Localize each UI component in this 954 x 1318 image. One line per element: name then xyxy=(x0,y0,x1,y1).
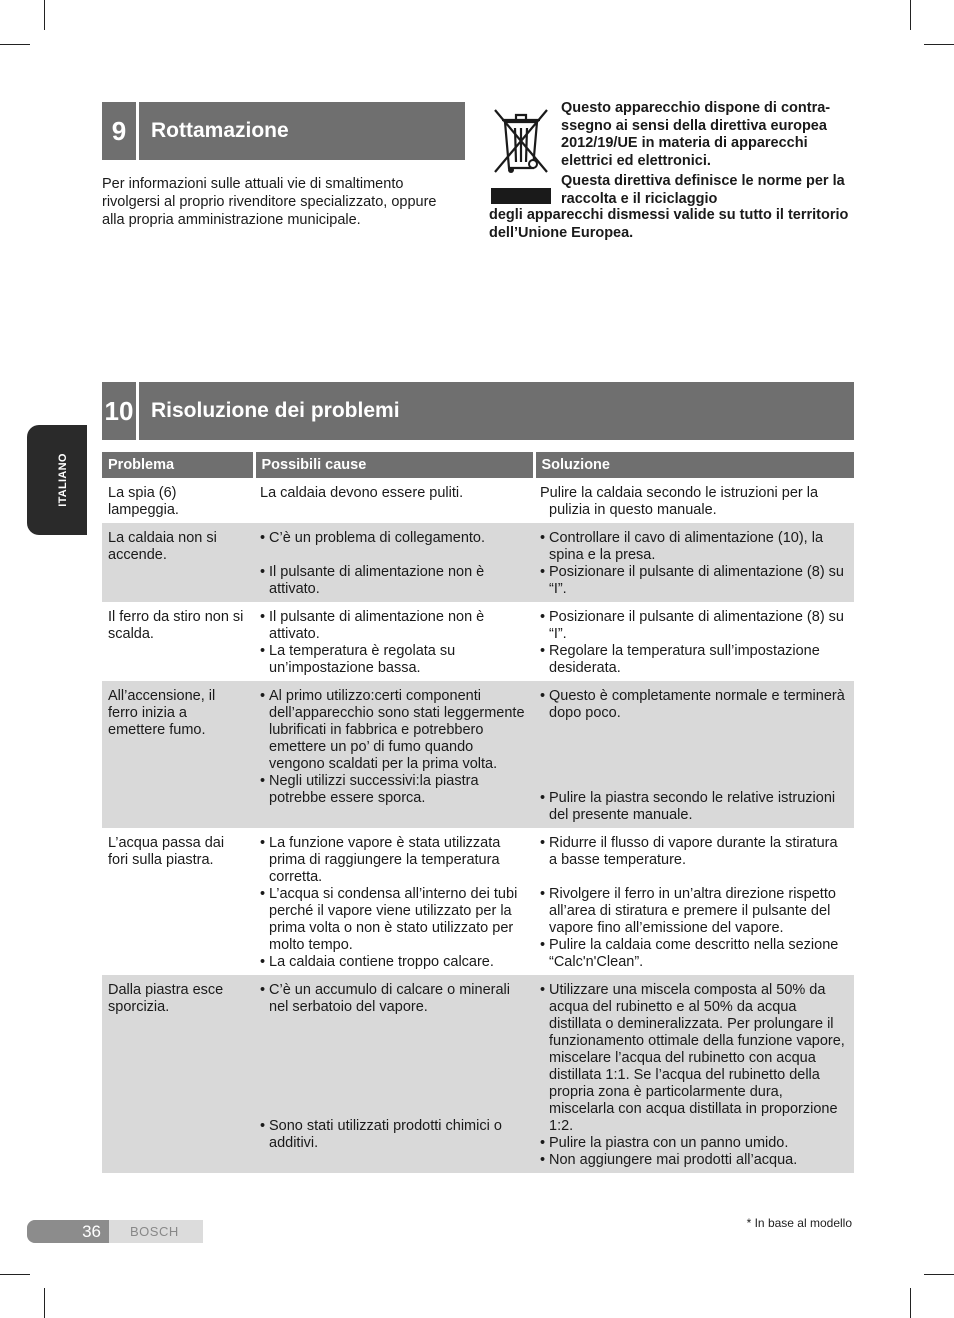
section-9-number: 9 xyxy=(102,102,139,160)
cause-item: • L’acqua si condensa all’interno dei tubi perché il vapore viene utilizzato per la prima volta o non è stato utilizzato per molto tempo. xyxy=(260,886,528,954)
section-9-header xyxy=(102,102,465,160)
header-problem: Problema xyxy=(102,452,254,478)
causes-cell xyxy=(254,681,534,828)
table-row xyxy=(102,523,854,602)
problem-text: La spia (6) lampeggia. xyxy=(108,485,179,518)
solution-item: • Regolare la temperatura sull’impostazione desiderata. xyxy=(540,643,848,677)
crop-mark xyxy=(924,44,954,45)
solutions-cell xyxy=(534,975,854,1173)
cause-item: • La funzione vapore è stata utilizzata prima di raggiungere la temperatura corretta. xyxy=(260,835,528,886)
cause-item: • Sono stati utilizzati prodotti chimici o additivi. xyxy=(260,1118,528,1152)
problem-cell xyxy=(102,602,254,681)
problem-cell xyxy=(102,681,254,828)
footnote: * In base al modello xyxy=(746,1216,852,1230)
section-10-title: Risoluzione dei problemi xyxy=(151,399,400,422)
cause-item: • Il pulsante di alimentazione non è attivato. xyxy=(260,609,528,643)
section-10-number: 10 xyxy=(102,382,139,440)
causes-cell xyxy=(254,602,534,681)
cause-item: • C’è un accumulo di calcare o minerali nel serbatoio del vapore. xyxy=(260,982,528,1016)
table-header-row xyxy=(102,452,854,478)
causes-cell xyxy=(254,975,534,1173)
language-tab-label: ITALIANO xyxy=(57,453,69,507)
table-row xyxy=(102,975,854,1173)
solution-item: • Pulire la caldaia come descritto nella sezione “Calc'n'Clean”. xyxy=(540,937,848,971)
cause-item: • Al primo utilizzo:certi componenti dell’apparecchio sono stati leggermente lubrificati in fabbrica e potrebbero emettere un po’ di fumo quando vengono scaldati per la prima volta. xyxy=(260,688,528,773)
solution-item: • Utilizzare una miscela composta al 50% da acqua del rubinetto e al 50% da acqua distillata o demineralizzata. Per prolungare il funzionamento ottimale della funzione vapore, miscelare l’acqua del rubinetto con acqua distillata 1:1. Se l’acqua del rubinetto della propria zona è particolarmente dura, miscelarla con acqua distillata in proporzione 1:2. xyxy=(540,982,848,1135)
causes-cell xyxy=(254,523,534,602)
section-9-title: Rottamazione xyxy=(151,119,289,142)
cause-item: • Negli utilizzi successivi:la piastra potrebbe essere sporca. xyxy=(260,773,528,807)
language-tab xyxy=(27,425,87,535)
crop-mark xyxy=(910,0,911,30)
solutions-cell xyxy=(534,828,854,975)
header-causes: Possibili cause xyxy=(254,452,534,478)
crop-mark xyxy=(910,1288,911,1318)
problem-text: L’acqua passa dai fori sulla piastra. xyxy=(108,835,225,868)
problem-cell xyxy=(102,478,254,523)
cause-item: • La caldaia contiene troppo calcare. xyxy=(260,954,528,971)
solution-item: • Controllare il cavo di alimentazione (10), la spina e la presa. xyxy=(540,530,848,564)
problem-text: La caldaia non si accende. xyxy=(108,530,217,563)
table-row xyxy=(102,478,854,523)
page-number: 36 xyxy=(27,1220,109,1243)
crop-mark xyxy=(0,1274,30,1275)
crop-mark xyxy=(44,1288,45,1318)
causes-cell xyxy=(254,828,534,975)
solution-item: • Pulire la piastra secondo le relative istruzioni del presente manuale. xyxy=(540,790,848,824)
solution-item: • Ridurre il flusso di vapore durante la stiratura a basse temperature. xyxy=(540,835,848,869)
problem-cell xyxy=(102,828,254,975)
cause-item: • Il pulsante di alimentazione non è attivato. xyxy=(260,564,528,598)
crop-mark xyxy=(924,1274,954,1275)
brand-name: BOSCH xyxy=(130,1224,179,1239)
problem-text: All’accensione, il ferro inizia a emettere fumo. xyxy=(108,688,216,738)
solution-item: • Posizionare il pulsante di alimentazione (8) su “I”. xyxy=(540,564,848,598)
solution-item: • Pulire la piastra con un panno umido. xyxy=(540,1135,848,1152)
solution-item: • Rivolgere il ferro in un’altra direzione rispetto all’area di stiratura e premere il pulsante del vapore fino all’emissione del vapore. xyxy=(540,886,848,937)
problem-cell xyxy=(102,975,254,1173)
crop-mark xyxy=(0,44,30,45)
solution-text: Pulire la caldaia secondo le istruzioni per la pulizia in questo manuale. xyxy=(540,485,819,518)
solutions-cell xyxy=(534,478,854,523)
section-10-header xyxy=(102,382,854,440)
weee-text-2: Questa direttiva definisce le norme per la raccolta e il riciclaggio xyxy=(561,173,845,207)
solution-item: • Non aggiungere mai prodotti all’acqua. xyxy=(540,1152,848,1169)
table-row xyxy=(102,681,854,828)
table-row xyxy=(102,602,854,681)
weee-text-3: degli apparecchi dismessi valide su tutto il territorio dell’Unione Europea. xyxy=(489,207,849,241)
solution-item: • Questo è completamente normale e terminerà dopo poco. xyxy=(540,688,848,722)
crossed-out-bin-icon xyxy=(489,102,553,206)
cause-item: • La temperatura è regolata su un’impostazione bassa. xyxy=(260,643,528,677)
causes-cell xyxy=(254,478,534,523)
troubleshooting-table xyxy=(102,452,854,1173)
solution-item: • Posizionare il pulsante di alimentazione (8) su “I”. xyxy=(540,609,848,643)
problem-cell xyxy=(102,523,254,602)
table-row xyxy=(102,828,854,975)
solutions-cell xyxy=(534,681,854,828)
cause-text: La caldaia devono essere puliti. xyxy=(260,485,464,501)
problem-text: Il ferro da stiro non si scalda. xyxy=(108,609,244,642)
crop-mark xyxy=(44,0,45,30)
cause-item: • C’è un problema di collegamento. xyxy=(260,530,528,547)
disposal-text: Per informazioni sulle attuali vie di smaltimento rivolgersi al proprio rivenditore specializzato, oppure alla propria amministrazione municipale. xyxy=(102,176,437,228)
solutions-cell xyxy=(534,602,854,681)
solutions-cell xyxy=(534,523,854,602)
weee-text-1: Questo apparecchio dispone di contra-ssegno ai sensi della direttiva europea 2012/19/UE in materia di apparecchi elettrici ed elettronici. xyxy=(561,100,831,169)
header-solution: Soluzione xyxy=(534,452,854,478)
problem-text: Dalla piastra esce sporcizia. xyxy=(108,982,224,1015)
